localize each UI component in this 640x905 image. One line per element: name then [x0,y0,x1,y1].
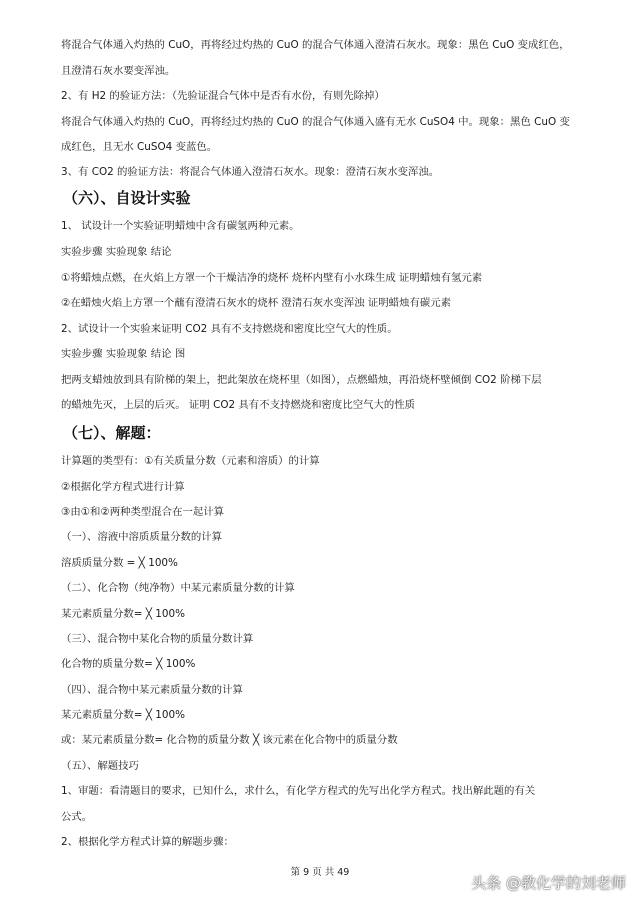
section-heading-7: （七）、解题： [63,424,161,442]
text-line: ①将蜡烛点燃，在火焰上方罩一个干燥洁净的烧杯 烧杯内壁有小水珠生成 证明蜡烛有氢元素 [61,272,483,284]
text-line: （五）、解题技巧 [61,760,139,772]
text-line: 或：某元素质量分数= 化合物的质量分数 ╳ 该元素在化合物中的质量分数 [61,734,398,746]
text-line: 的蜡烛先灭，上层的后灭。 证明 CO2 具有不支持燃烧和密度比空气大的性质 [61,399,416,411]
formula-line: 某元素质量分数= ╳ 100% [61,709,186,721]
text-line: ②在蜡烛火焰上方罩一个蘸有澄清石灰水的烧杯 澄清石灰水变浑浊 证明蜡烛有碳元素 [61,297,451,309]
text-line: 2、有 H2 的验证方法：（先验证混合气体中是否有水份，有则先除掉） [61,90,385,102]
text-line: （一）、溶液中溶质质量分数的计算 [61,531,223,543]
text-line: 1、审题：看清题目的要求，已知什么，求什么，有化学方程式的先写出化学方程式。找出解此题的有关 [61,785,536,797]
text-line: 1、 试设计一个实验证明蜡烛中含有碳氢两种元素。 [61,220,300,232]
text-line: 实验步骤 实验现象 结论 图 [61,348,186,360]
text-line: ③由①和②两种类型混合在一起计算 [61,506,225,518]
section-heading-6: （六）、自设计实验 [63,189,191,207]
text-line: 成红色，且无水 CuSO4 变蓝色。 [61,141,218,153]
formula-line: 某元素质量分数= ╳ 100% [61,608,186,620]
text-line: 将混合气体通入灼热的 CuO，再将经过灼热的 CuO 的混合气体通入盛有无水 CuSO4 中。现象：黑色 CuO 变 [61,116,570,128]
text-line: （三）、混合物中某化合物的质量分数计算 [61,633,254,645]
formula-line: 化合物的质量分数= ╳ 100% [61,658,196,670]
text-line: 将混合气体通入灼热的 CuO，再将经过灼热的 CuO 的混合气体通入澄清石灰水。现象：黑色 CuO 变成红色， [61,39,570,51]
text-line: （四）、混合物中某元素质量分数的计算 [61,684,243,696]
text-line: （二）、化合物（纯净物）中某元素质量分数的计算 [61,582,295,594]
text-line: 2、根据化学方程式计算的解题步骤： [61,836,234,848]
watermark: 头条 @教化学的刘老师 [471,874,626,892]
text-line: 3、有 CO2 的验证方法：将混合气体通入澄清石灰水。现象：澄清石灰水变浑浊。 [61,166,440,178]
text-line: 2、试设计一个实验来证明 CO2 具有不支持燃烧和密度比空气大的性质。 [61,323,398,335]
page-footer: 第 9 页 共 49 [290,867,350,878]
text-line: 实验步骤 实验现象 结论 [61,246,172,258]
formula-line: 溶质质量分数 = ╳ 100% [61,557,178,569]
text-line: ②根据化学方程式进行计算 [61,481,185,493]
text-line: 公式。 [61,811,93,823]
text-line: 把两支蜡烛放到具有阶梯的架上，把此架放在烧杯里（如图），点燃蜡烛，再沿烧杯壁倾倒 CO2 阶梯下层 [61,374,542,386]
text-line: 计算题的类型有：①有关质量分数（元素和溶质）的计算 [61,455,320,467]
text-line: 且澄清石灰水要变浑浊。 [61,65,176,77]
